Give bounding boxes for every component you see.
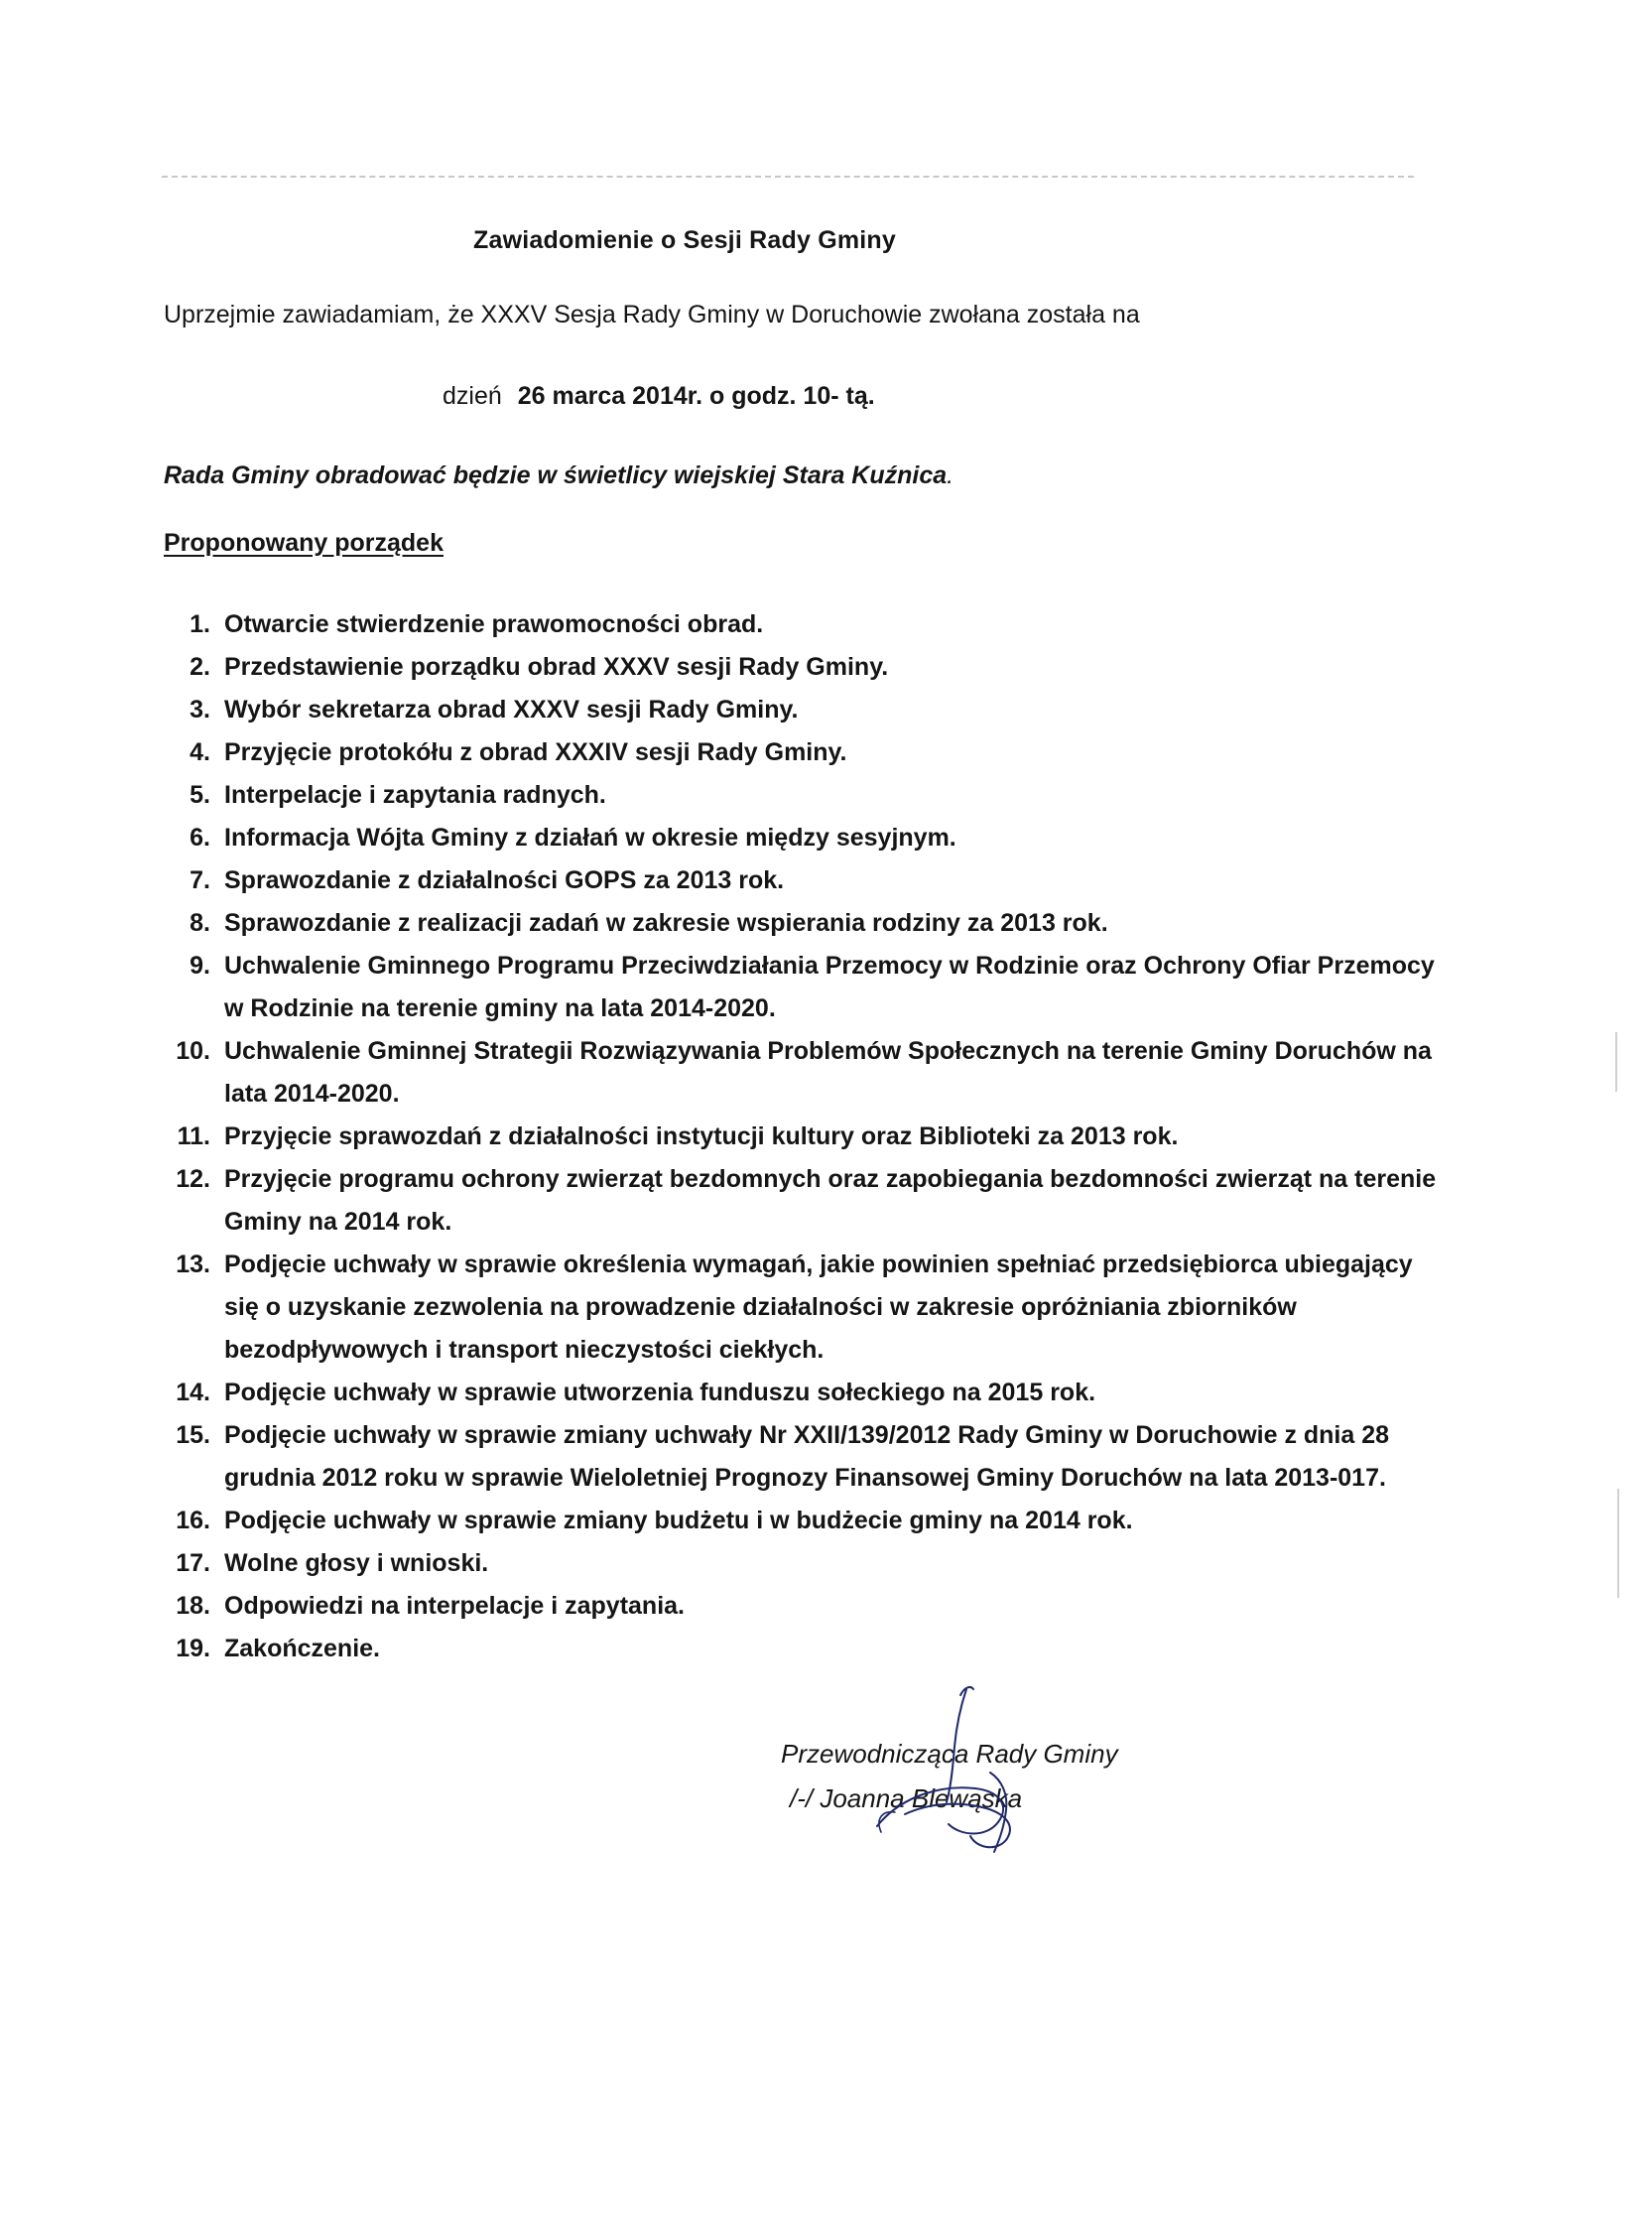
agenda-item-text: Podjęcie uchwały w sprawie określenia wymagań, jakie powinien spełniać przedsiębiorca ubiegający się o uzyskanie zezwolenia na prowadzenie działalności w zakresie opróżniania zbiorników bezodpływowych i transport nieczystości ciekłych. [224,1251,1413,1364]
agenda-list [159,603,1439,1670]
agenda-item-text: Uchwalenie Gminnego Programu Przeciwdziałania Przemocy w Rodzinie oraz Ochrony Ofiar Przemocy w Rodzinie na terenie gminy na lata 2014-2020. [224,952,1435,1022]
agenda-item [159,774,1439,817]
agenda-item-number: 13. [176,1251,210,1278]
agenda-item-text: Przyjęcie sprawozdań z działalności instytucji kultury oraz Biblioteki za 2013 rok. [224,1122,1179,1150]
scan-artifact [1617,1489,1619,1598]
venue-line [164,461,953,490]
agenda-item-number: 6. [190,824,210,852]
agenda-item-number: 18. [176,1592,210,1620]
agenda-item [159,1542,1439,1585]
venue-period: . [947,461,954,489]
agenda-item-text: Podjęcie uchwały w sprawie zmiany uchwały Nr XXII/139/2012 Rady Gminy w Doruchowie z dnia 28 grudnia 2012 roku w sprawie Wieloletniej Prognozy Finansowej Gminy Doruchów na lata 2013-017. [224,1421,1390,1492]
agenda-item [159,1414,1439,1500]
agenda-item-text: Podjęcie uchwały w sprawie zmiany budżetu i w budżecie gminy na 2014 rok. [224,1507,1133,1534]
agenda-item-number: 17. [176,1549,210,1577]
agenda-item-number: 1. [190,610,210,638]
agenda-item [159,817,1439,859]
agenda-item [159,646,1439,689]
scan-artifact [1615,1032,1617,1092]
session-date: 26 marca 2014r. o godz. 10- tą. [517,382,875,410]
agenda-item [159,1158,1439,1244]
agenda-item [159,689,1439,731]
agenda-item-text: Informacja Wójta Gminy z działań w okresie między sesyjnym. [224,824,956,852]
document-title: Zawiadomienie o Sesji Rady Gminy [473,226,896,254]
agenda-item-number: 2. [190,653,210,681]
agenda-item-number: 11. [177,1122,210,1150]
agenda-item-text: Wybór sekretarza obrad XXXV sesji Rady Gminy. [224,696,799,724]
agenda-item [159,902,1439,945]
agenda-item [159,1585,1439,1628]
venue-text: Rada Gminy obradować będzie w świetlicy wiejskiej Stara Kuźnica [164,461,948,489]
agenda-item-number: 9. [190,952,210,980]
agenda-item-text: Zakończenie. [224,1635,380,1662]
agenda-item-number: 10. [176,1037,210,1065]
agenda-item-number: 19. [176,1635,210,1662]
agenda-item-number: 7. [190,866,210,894]
agenda-item-text: Podjęcie uchwały w sprawie utworzenia funduszu sołeckiego na 2015 rok. [224,1379,1096,1406]
agenda-item [159,859,1439,902]
agenda-item [159,945,1439,1030]
signatory-title: Przewodnicząca Rady Gminy [781,1739,1118,1769]
top-scan-rule [162,176,1414,178]
agenda-item-text: Sprawozdanie z działalności GOPS za 2013 rok. [224,866,785,894]
agenda-item-text: Otwarcie stwierdzenie prawomocności obrad. [224,610,764,638]
agenda-item [159,1030,1439,1116]
agenda-item-number: 16. [176,1507,210,1534]
agenda-item [159,603,1439,646]
agenda-item-number: 12. [176,1165,210,1193]
agenda-item-number: 4. [190,738,210,766]
agenda-item-number: 15. [176,1421,210,1449]
agenda-item-text: Odpowiedzi na interpelacje i zapytania. [224,1592,686,1620]
session-date-line [443,382,875,411]
agenda-item-text: Uchwalenie Gminnej Strategii Rozwiązywania Problemów Społecznych na terenie Gminy Doruchów na lata 2014-2020. [224,1037,1432,1108]
agenda-item-text: Wolne głosy i wnioski. [224,1549,489,1577]
agenda-item-text: Przyjęcie protokółu z obrad XXXIV sesji Rady Gminy. [224,738,847,766]
agenda-item-text: Interpelacje i zapytania radnych. [224,781,606,809]
agenda-item-number: 5. [190,781,210,809]
agenda-item-text: Sprawozdanie z realizacji zadań w zakresie wspierania rodziny za 2013 rok. [224,909,1108,937]
agenda-item [159,1116,1439,1158]
agenda-item-number: 14. [176,1379,210,1406]
agenda-item-text: Przyjęcie programu ochrony zwierząt bezdomnych oraz zapobiegania bezdomności zwierząt na terenie Gminy na 2014 rok. [224,1165,1437,1236]
agenda-item [159,731,1439,774]
agenda-item-number: 3. [190,696,210,724]
intro-paragraph: Uprzejmie zawiadamiam, że XXXV Sesja Rady Gminy w Doruchowie zwołana została na [164,301,1140,329]
agenda-heading: Proponowany porządek [164,529,444,557]
agenda-item [159,1500,1439,1542]
signatory-name: /-/ Joanna Blewąska [790,1783,1023,1813]
date-prefix: dzień [443,382,502,410]
agenda-item [159,1628,1439,1670]
agenda-item [159,1372,1439,1414]
agenda-item [159,1244,1439,1372]
agenda-item-text: Przedstawienie porządku obrad XXXV sesji Rady Gminy. [224,653,889,681]
agenda-item-number: 8. [190,909,210,937]
handwritten-signature [812,1677,1050,1866]
